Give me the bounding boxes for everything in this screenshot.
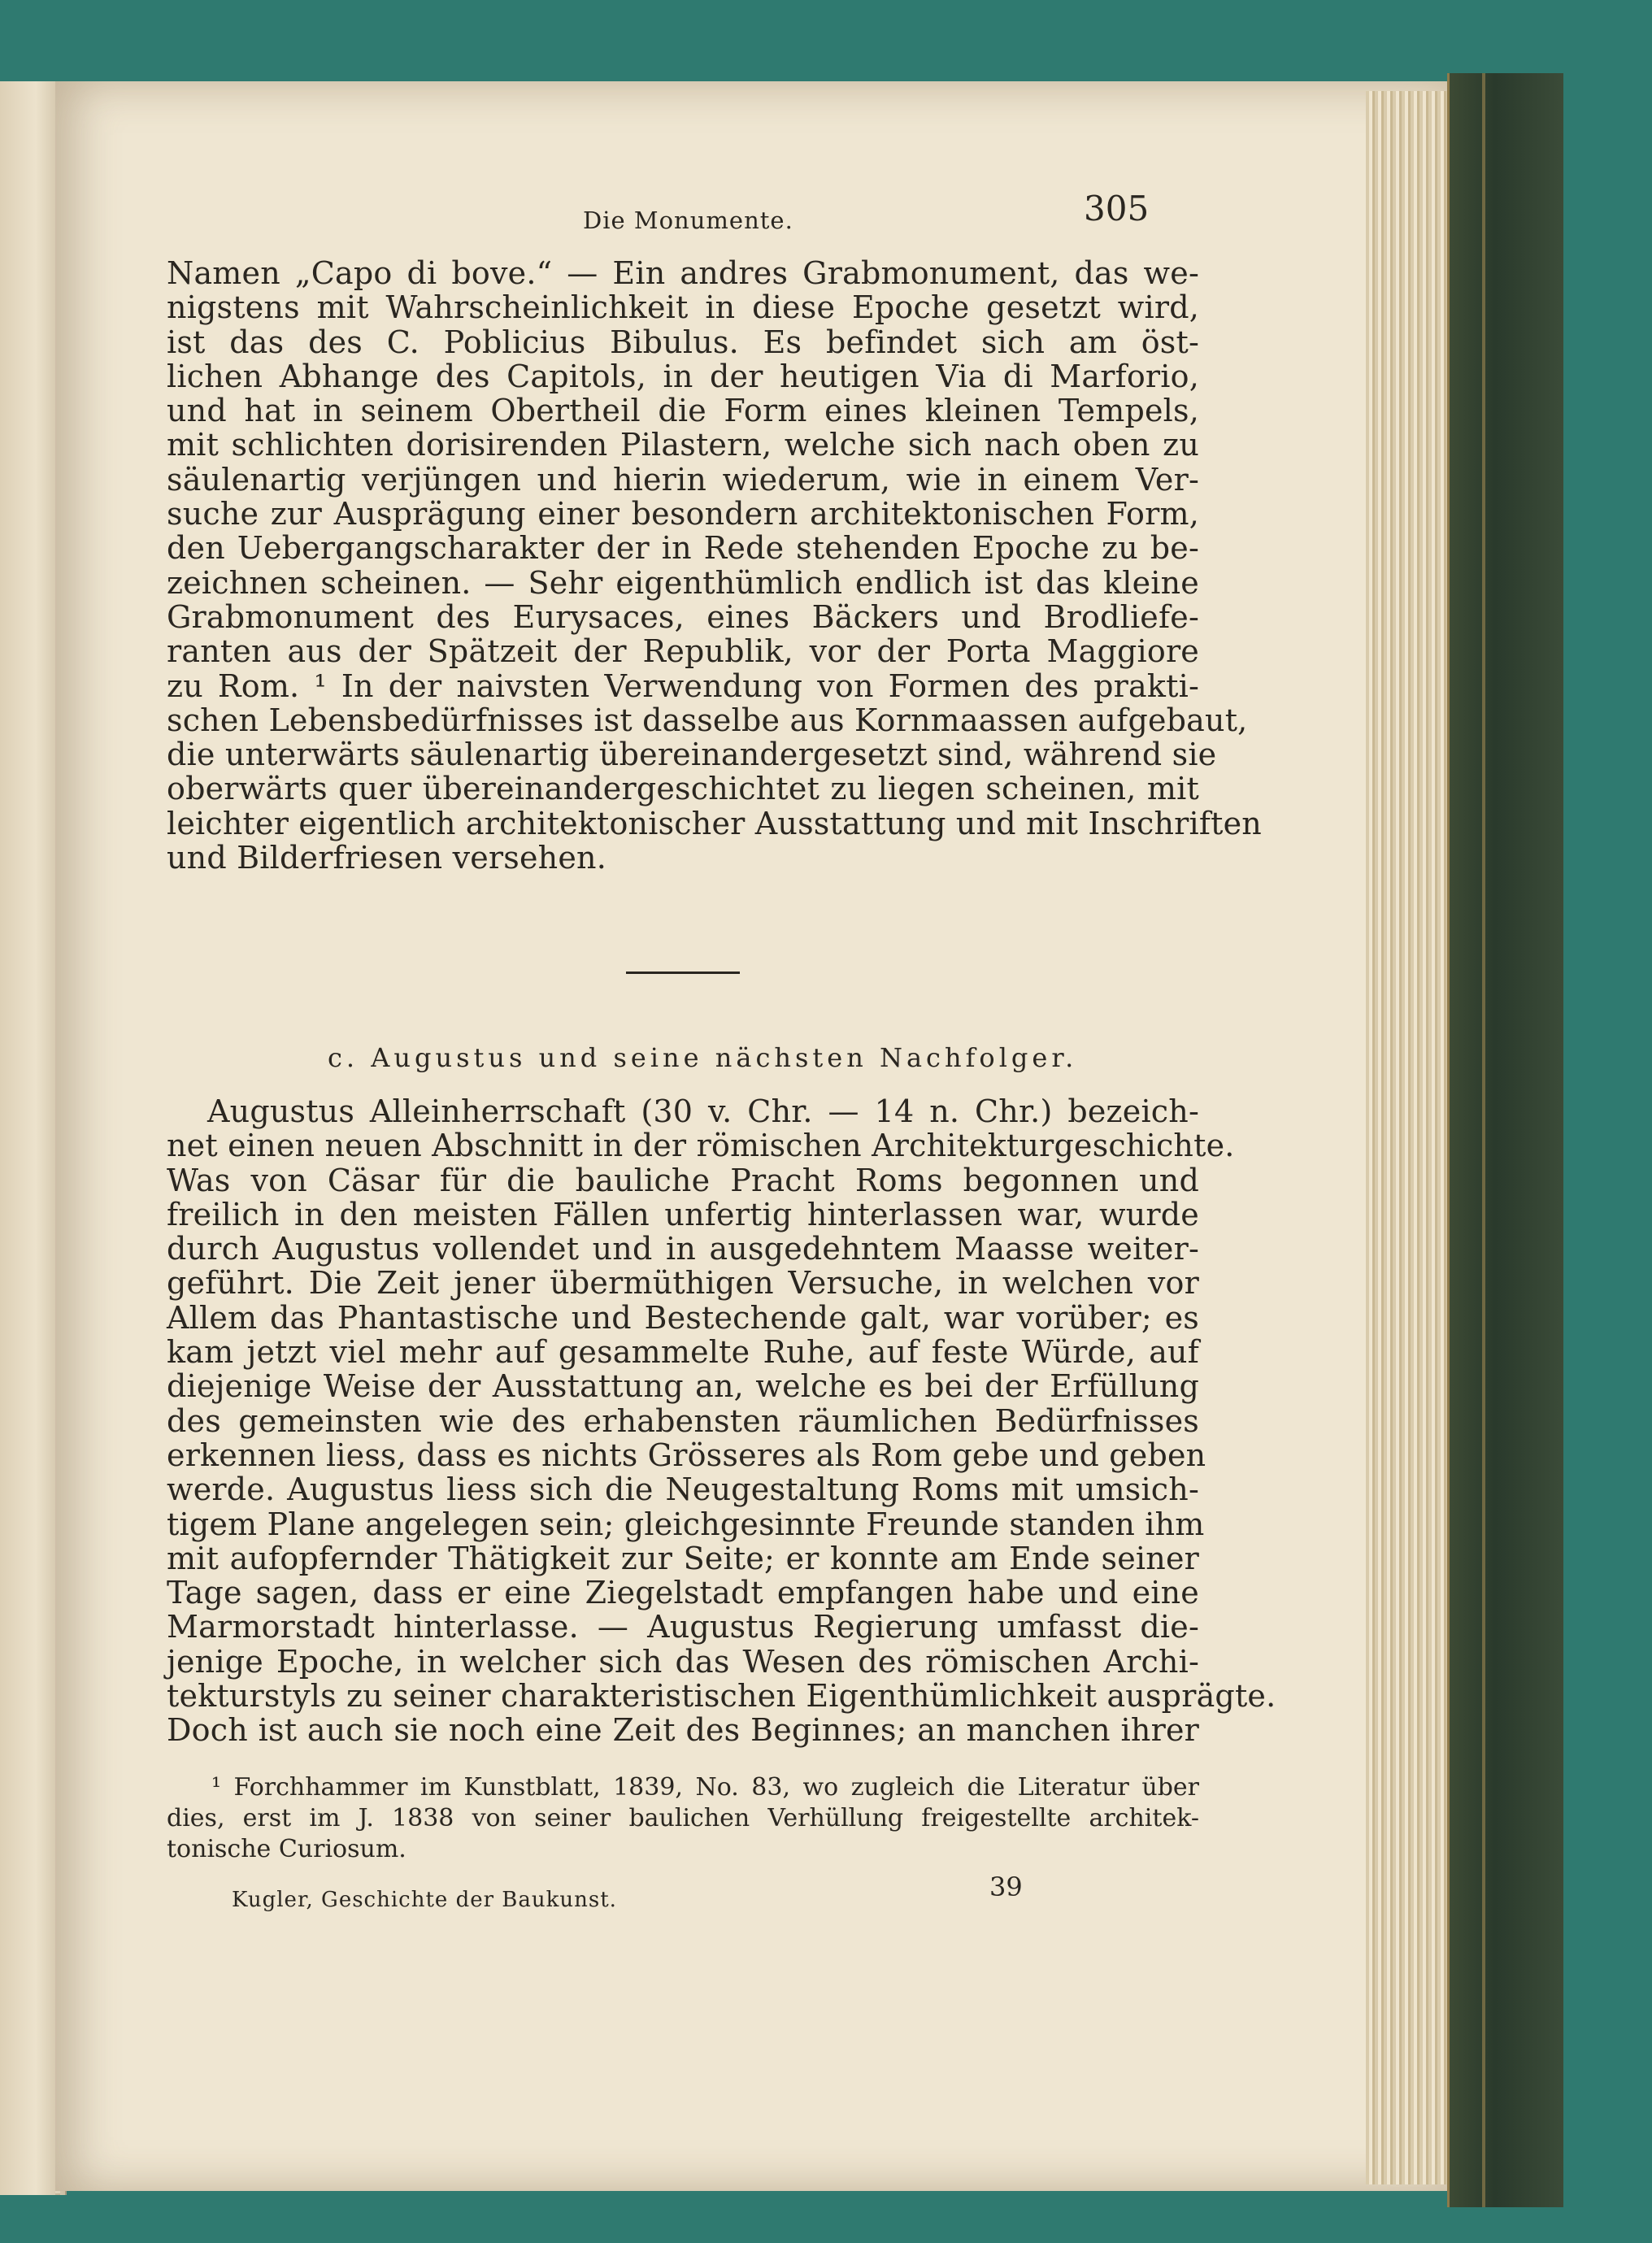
text-line: freilich in den meisten Fällen unfertig hinterlassen war, wurde <box>167 1196 1199 1232</box>
text-line: erkennen liess, dass es nichts Grösseres als Rom gebe und geben <box>167 1437 1206 1473</box>
page-number: 305 <box>1084 189 1150 228</box>
footnote-line: tonische Curiosum. <box>167 1835 406 1863</box>
text-line: des gemeinsten wie des erhabensten räumlichen Bedürfnisses <box>167 1402 1199 1439</box>
text-line: ranten aus der Spätzeit der Republik, vor der Porta Maggiore <box>167 633 1199 670</box>
sheet-number: 39 <box>989 1871 1023 1902</box>
text-line: net einen neuen Abschnitt in der römischen Architekturgeschichte. <box>167 1128 1235 1164</box>
text-line: werde. Augustus liess sich die Neugestaltung Roms mit umsich- <box>167 1471 1199 1508</box>
text-line: Marmorstadt hinterlasse. — Augustus Regierung umfasst die- <box>167 1609 1199 1645</box>
text-line: Tage sagen, dass er eine Ziegelstadt empfangen habe und eine <box>167 1575 1199 1611</box>
text-line: jenige Epoche, in welcher sich das Wesen des römischen Archi- <box>167 1643 1199 1680</box>
text-line: Grabmonument des Eurysaces, eines Bäckers und Brodliefe- <box>167 598 1199 635</box>
footnote-line: dies, erst im J. 1838 von seiner baulichen Verhüllung freigestellte architek- <box>167 1804 1199 1832</box>
text-line: säulenartig verjüngen und hierin wiederum, wie in einem Ver- <box>167 461 1199 498</box>
paragraph-1 <box>167 255 1262 876</box>
text-line: suche zur Ausprägung einer besondern architektonischen Form, <box>167 496 1199 532</box>
paragraph-2 <box>167 1093 1276 1749</box>
text-line: zu Rom. ¹ In der naivsten Verwendung von Formen des prakti- <box>167 667 1199 704</box>
text-line: oberwärts quer übereinandergeschichtet zu liegen scheinen, mit <box>167 771 1199 807</box>
text-line: diejenige Weise der Ausstattung an, welche es bei der Erfüllung <box>167 1368 1199 1405</box>
text-line: lichen Abhange des Capitols, in der heutigen Via di Marforio, <box>167 358 1199 394</box>
text-line: die unterwärts säulenartig übereinandergesetzt sind, während sie <box>167 737 1217 773</box>
book-cover <box>1447 73 1563 2207</box>
text-line: und Bilderfriesen versehen. <box>167 840 606 876</box>
text-line: zeichnen scheinen. — Sehr eigenthümlich endlich ist das kleine <box>167 564 1199 601</box>
text-line: tigem Plane angelegen sein; gleichgesinnte Freunde standen ihm <box>167 1506 1205 1542</box>
text-line: leichter eigentlich architektonischer Ausstattung und mit Inschriften <box>167 805 1262 841</box>
text-line: den Uebergangscharakter der in Rede stehenden Epoche zu be- <box>167 530 1199 567</box>
text-line: Augustus Alleinherrschaft (30 v. Chr. — 14 n. Chr.) bezeich- <box>207 1093 1199 1129</box>
text-line: Doch ist auch sie noch eine Zeit des Beginnes; an manchen ihrer <box>167 1712 1199 1749</box>
text-line: ist das des C. Poblicius Bibulus. Es befindet sich am öst- <box>167 324 1199 360</box>
running-title: Die Monumente. <box>583 206 793 234</box>
text-line: Allem das Phantastische und Bestechende galt, war vorüber; es <box>167 1299 1199 1336</box>
footnote <box>167 1772 1199 1865</box>
text-line: tekturstyls zu seiner charakteristischen Eigenthümlichkeit ausprägte. <box>167 1678 1276 1715</box>
text-line: mit aufopfernder Thätigkeit zur Seite; er konnte am Ende seiner <box>167 1540 1199 1576</box>
section-heading: c. Augustus und seine nächsten Nachfolger. <box>328 1042 1078 1073</box>
text-line: mit schlichten dorisirenden Pilastern, welche sich nach oben zu <box>167 427 1199 463</box>
text-line: nigstens mit Wahrscheinlichkeit in diese Epoche gesetzt wird, <box>167 289 1199 326</box>
footnote-line: ¹ Forchhammer im Kunstblatt, 1839, No. 83, wo zugleich die Literatur über <box>211 1773 1199 1802</box>
printer-signature: Kugler, Geschichte der Baukunst. <box>232 1888 617 1912</box>
text-line: geführt. Die Zeit jener übermüthigen Versuche, in welchen vor <box>167 1265 1199 1302</box>
section-divider <box>626 972 740 974</box>
page-edges <box>1366 91 1455 2184</box>
text-line: Was von Cäsar für die bauliche Pracht Roms begonnen und <box>167 1162 1199 1198</box>
text-line: Namen „Capo di bove.“ — Ein andres Grabmonument, das we- <box>167 255 1199 291</box>
text-line: schen Lebensbedürfnisses ist dasselbe aus Kornmaassen aufgebaut, <box>167 702 1248 738</box>
text-line: und hat in seinem Obertheil die Form eines kleinen Tempels, <box>167 393 1199 429</box>
text-line: kam jetzt viel mehr auf gesammelte Ruhe, auf feste Würde, auf <box>167 1334 1199 1371</box>
text-line: durch Augustus vollendet und in ausgedehntem Maasse weiter- <box>167 1231 1199 1267</box>
